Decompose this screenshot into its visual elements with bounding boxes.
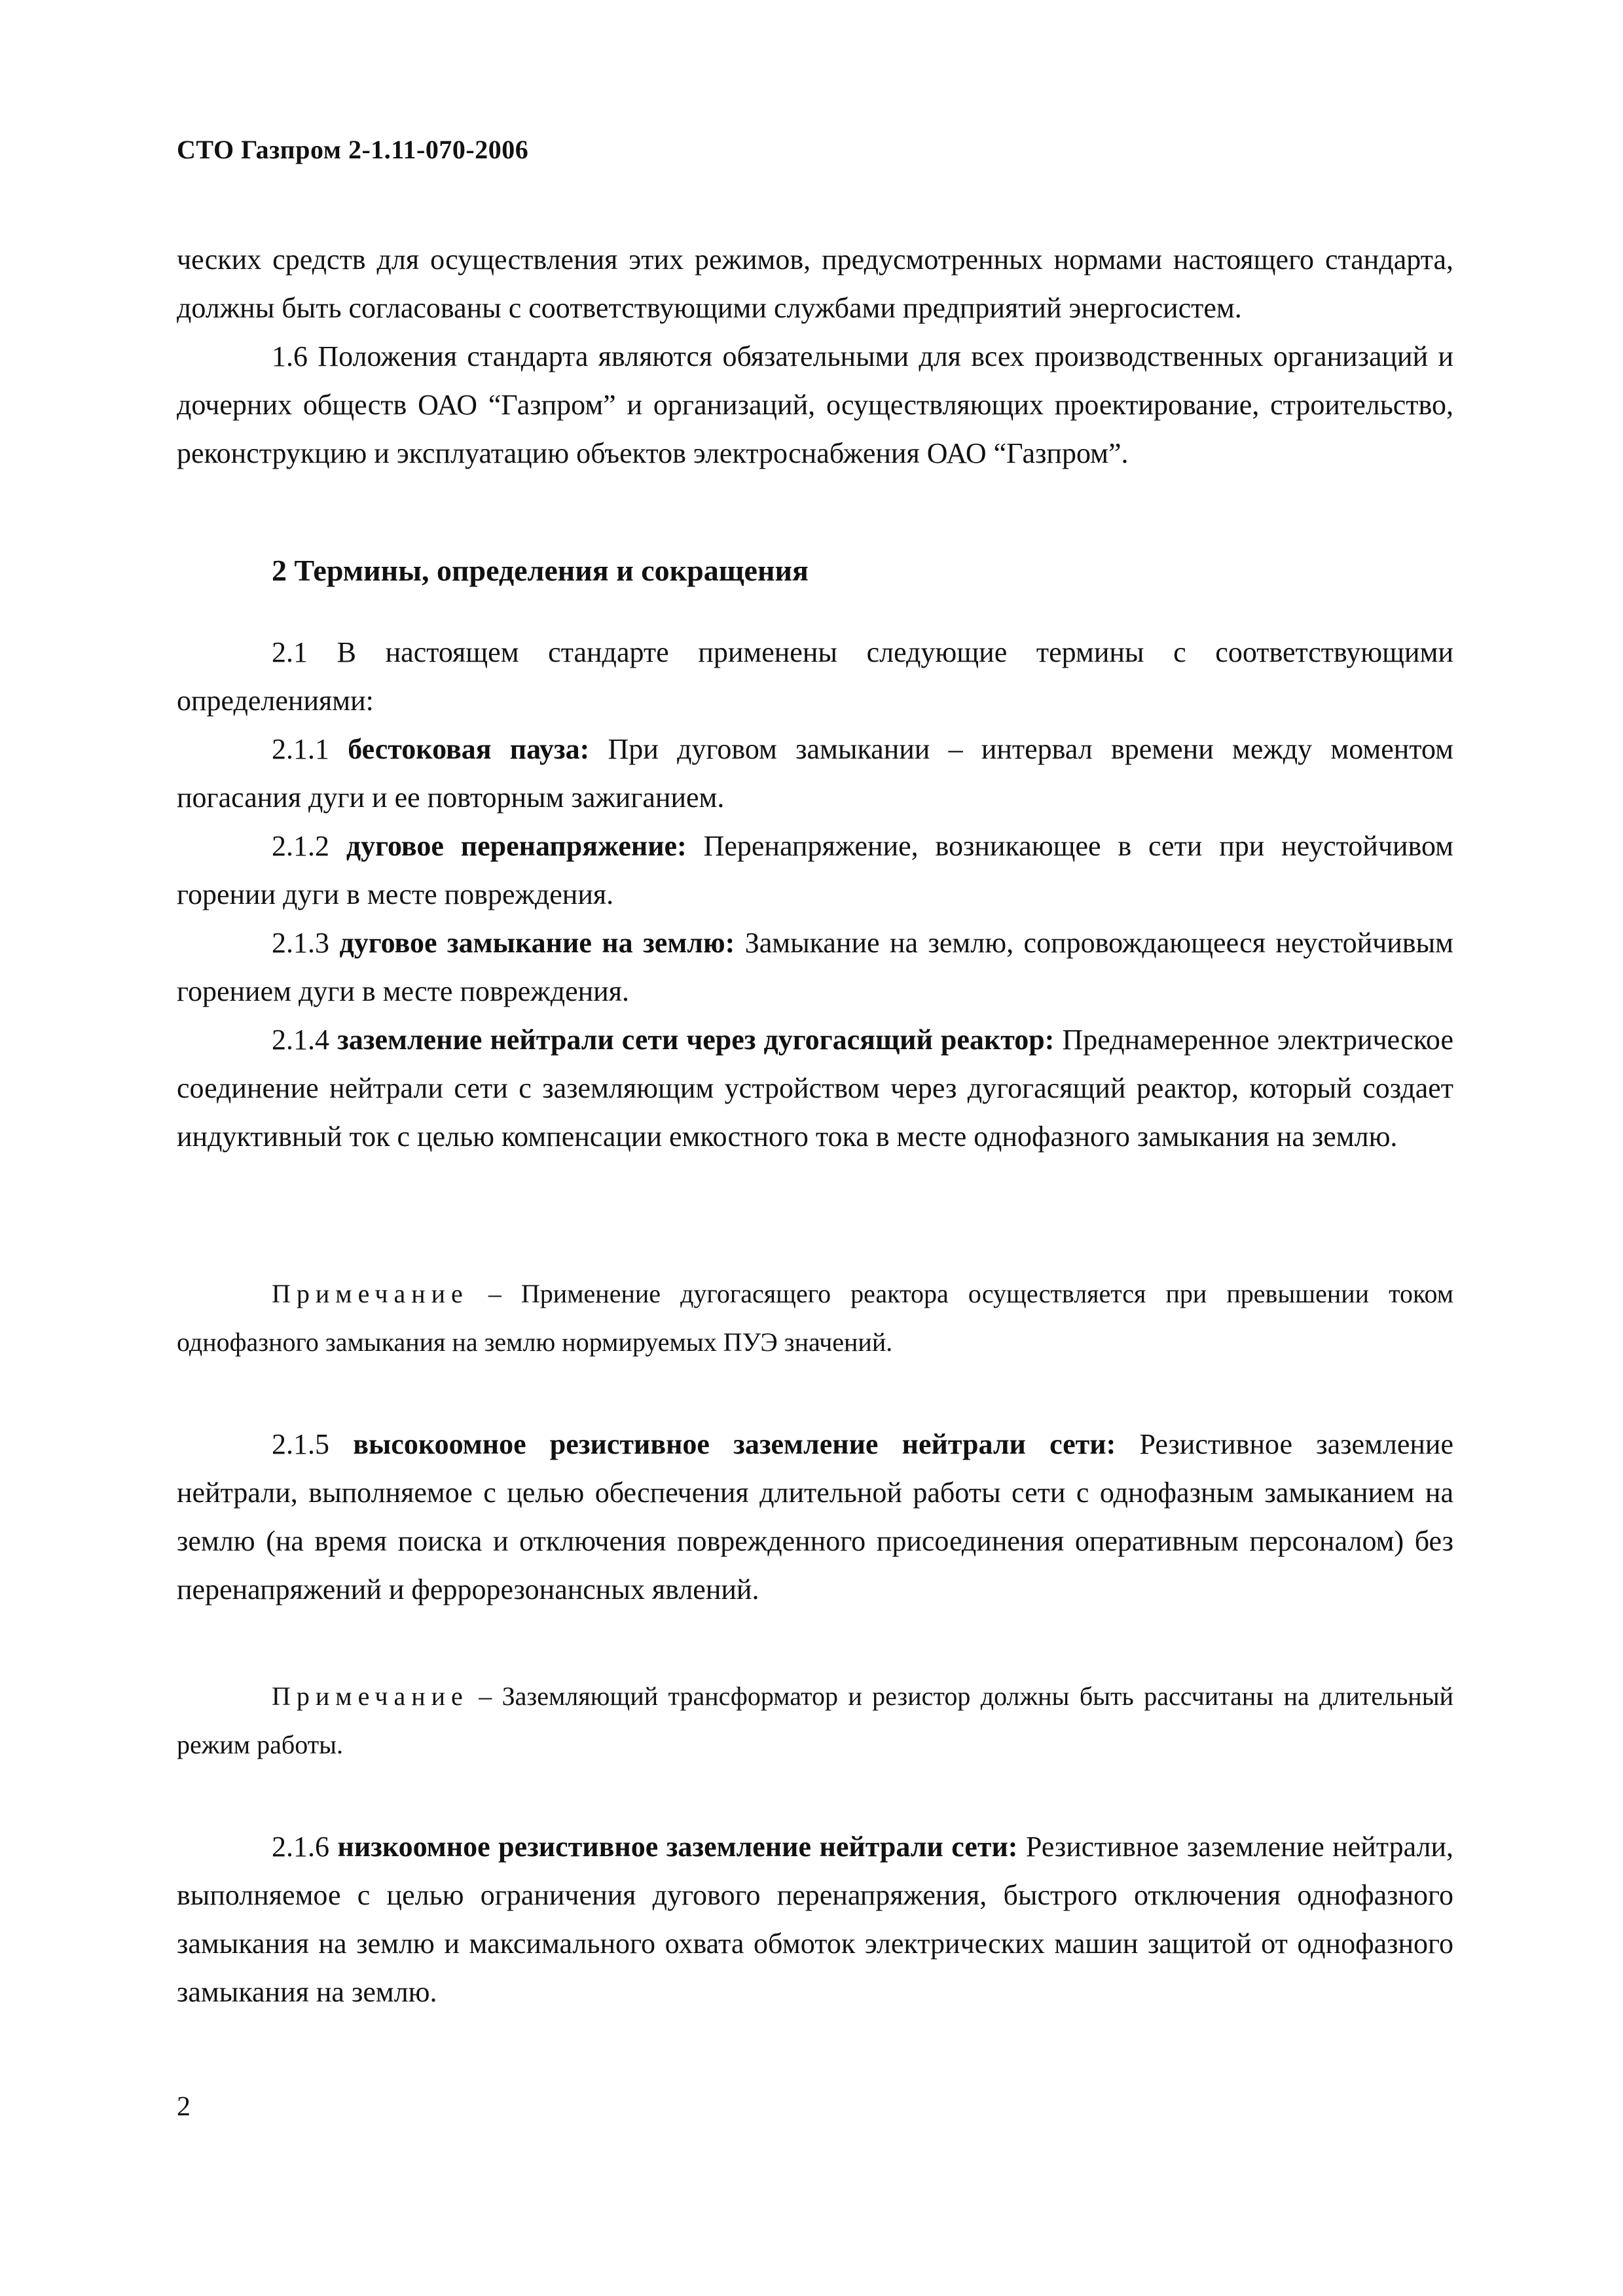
term-2-1-6 [177, 1823, 1453, 2017]
term-number: 2.1.5 [272, 1428, 354, 1460]
term-definition: Замыкание на землю, сопровождающееся неустойчивым горением дуги в месте повреждения. [177, 927, 1453, 1007]
intro-block [177, 236, 1453, 478]
term-definition: Резистивное заземление нейтрали, выполняемое с целью ограничения дугового перенапряжения, быстрого отключения однофазного замыкания на землю и максимального охвата обмоток электрических машин защитой от однофазного замыкания на землю. [177, 1831, 1453, 2008]
term-2-1-5 [177, 1420, 1453, 1614]
term-definition: Резистивное заземление нейтрали, выполняемое с целью обеспечения длительной работы сети с однофазным замыканием на землю (на время поиска и отключения поврежденного присоединения оперативным персоналом) без перенапряжений и феррорезонансных явлений. [177, 1428, 1454, 1605]
section-heading: 2 Термины, определения и сокращения [272, 554, 809, 587]
term-name: дуговое перенапряжение: [346, 830, 687, 862]
term-number: 2.1.3 [272, 927, 340, 959]
terms-block-2 [177, 1420, 1453, 1614]
document-header: СТО Газпром 2-1.11-070-2006 [177, 135, 529, 164]
term-number: 2.1.2 [272, 830, 346, 862]
page-number: 2 [177, 2092, 191, 2122]
term-2-1-2 [177, 822, 1453, 919]
note-label: Примечание [272, 1681, 469, 1711]
term-2-1-1 [177, 725, 1453, 822]
term-2-1-3 [177, 919, 1453, 1016]
note-text: – Заземляющий трансформатор и резистор должны быть рассчитаны на длительный режим работы. [177, 1681, 1453, 1759]
term-number: 2.1.4 [272, 1024, 338, 1056]
term-definition: При дуговом замыкании – интервал времени между моментом погасания дуги и ее повторным зажиганием. [177, 733, 1453, 814]
term-name: бестоковая пауза: [348, 733, 590, 765]
note-label: Примечание [272, 1279, 469, 1308]
terms-block-1 [177, 628, 1453, 1161]
term-2-1-4 [177, 1016, 1453, 1161]
note-text: – Применение дугогасящего реактора осуществляется при превышении током однофазного замыкания на землю нормируемых ПУЭ значений. [177, 1279, 1453, 1357]
term-name: заземление нейтрали сети через дугогасящий реактор: [337, 1024, 1055, 1056]
term-definition: Преднамеренное электрическое соединение нейтрали сети с заземляющим устройством через дугогасящий реактор, который создает индуктивный ток с целью компенсации емкостного тока в месте однофазного замыкания на землю. [177, 1024, 1453, 1153]
clause-2-1: 2.1 В настоящем стандарте применены следующие термины с соответствующими определениями: [177, 636, 1453, 717]
term-name: низкоомное резистивное заземление нейтрали сети: [337, 1831, 1018, 1863]
term-definition: Перенапряжение, возникающее в сети при неустойчивом горении дуги в месте повреждения. [177, 830, 1453, 910]
note-1 [177, 1270, 1453, 1367]
term-number: 2.1.6 [272, 1831, 338, 1863]
term-name: высокоомное резистивное заземление нейтрали сети: [353, 1428, 1116, 1460]
note-2 [177, 1672, 1453, 1769]
term-number: 2.1.1 [272, 733, 348, 765]
terms-block-3 [177, 1823, 1453, 2017]
term-name: дуговое замыкание на землю: [339, 927, 735, 959]
clause-1-6: 1.6 Положения стандарта являются обязательными для всех производственных организаций и дочерних обществ ОАО “Газпром” и организаций, осуществляющих проектирование, строительство, реконструкцию и эксплуатацию объектов электроснабжения ОАО “Газпром”. [177, 340, 1453, 469]
continuation-paragraph: ческих средств для осуществления этих режимов, предусмотренных нормами настоящего стандарта, должны быть согласованы с соответствующими службами предприятий энергосистем. [177, 243, 1453, 324]
